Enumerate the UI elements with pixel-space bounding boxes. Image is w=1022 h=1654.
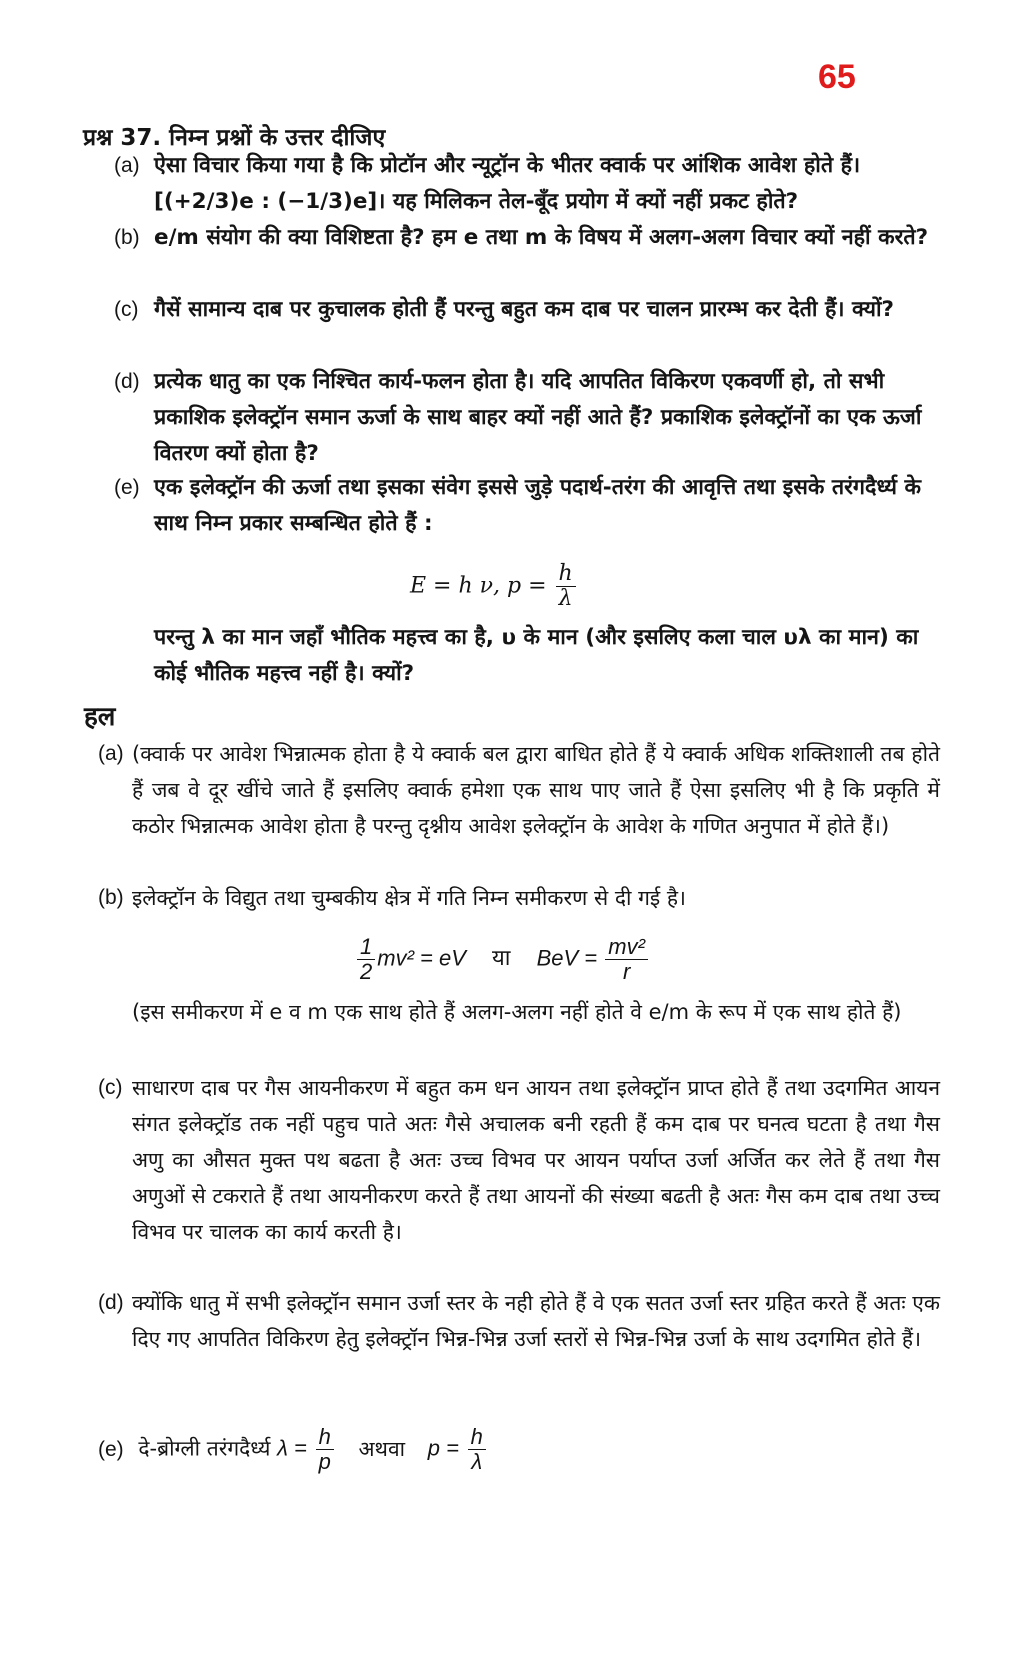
item-text: दे-ब्रोग्ली तरंगदैर्ध्य <box>138 1436 271 1461</box>
item-text: परन्तु λ का मान जहाँ भौतिक महत्त्व का है, υ के मान (और इसलिए कला चाल υλ का मान) का कोई भौतिक महत्त्व नहीं है। क्यों? <box>154 625 919 686</box>
item-text: इलेक्ट्रॉन के विद्युत तथा चुम्बकीय क्षेत्र में गति निम्न समीकरण से दी गई है। <box>132 886 687 910</box>
solution-item-c <box>98 1070 940 1250</box>
formula-lhs: λ = <box>277 1435 307 1461</box>
question-item-d <box>114 364 940 472</box>
question-item-e <box>114 470 940 542</box>
question-item-a <box>114 148 940 220</box>
motion-equation <box>355 935 650 984</box>
fraction-denominator: λ <box>558 586 573 611</box>
item-text: प्रत्येक धातु का एक निश्चित कार्य-फलन होता है। यदि आपतित विकिरण एकवर्णी हो, तो सभी प्रकाशिक इलेक्ट्रॉन समान ऊर्जा के साथ बाहर क्यों नहीं आते हैं? प्रकाशिक इलेक्ट्रॉनों का एक ऊर्जा वितरण क्यों होता है? <box>154 369 922 466</box>
or-word: या <box>492 946 511 972</box>
item-label: (d) <box>114 370 140 393</box>
item-label: (b) <box>114 226 140 249</box>
or-word: अथवा <box>358 1436 406 1461</box>
formula-lhs: p = <box>427 1435 459 1461</box>
page-number: 65 <box>818 58 856 96</box>
fraction-numerator: h <box>316 1425 334 1450</box>
energy-momentum-formula <box>410 562 578 611</box>
item-label: (a) <box>114 154 140 177</box>
fraction-numerator: h <box>468 1425 486 1450</box>
fraction-half <box>357 935 375 984</box>
item-text: क्योंकि धातु में सभी इलेक्ट्रॉन समान उर्जा स्तर के नही होते हैं वे एक सतत उर्जा स्तर ग्रहित करते हैं अतः एक दिए गए आपतित विकिरण हेतु इलेक्ट्रॉन भिन्न-भिन्न उर्जा स्तरों से भिन्न-भिन्न उर्जा के साथ उदगमित होते हैं। <box>132 1291 940 1351</box>
fraction-denominator: r <box>622 959 631 984</box>
fraction-numerator: h <box>556 562 576 587</box>
solution-item-b-note <box>98 994 940 1030</box>
solution-item-d <box>98 1285 940 1357</box>
fraction-denominator: 2 <box>360 959 373 984</box>
question-item-b <box>114 220 940 256</box>
fraction <box>556 562 576 611</box>
solution-item-e <box>98 1425 488 1474</box>
fraction-numerator: mv² <box>605 935 648 960</box>
question-item-c <box>114 292 940 328</box>
item-text: e/m संयोग की क्या विशिष्टता है? हम e तथा m के विषय में अलग-अलग विचार क्यों नहीं करते? <box>154 225 929 250</box>
item-text: एक इलेक्ट्रॉन की ऊर्जा तथा इसका संवेग इससे जुड़े पदार्थ-तरंग की आवृत्ति तथा इसके तरंगदैर्ध्य के साथ निम्न प्रकार सम्बन्धित होते हैं : <box>154 475 921 536</box>
fraction <box>468 1425 486 1474</box>
question-item-e-continuation <box>114 620 940 692</box>
formula-lhs: BeV = <box>536 945 598 971</box>
item-text: गैसें सामान्य दाब पर कुचालक होती हैं परन्तु बहुत कम दाब पर चालन प्रारम्भ कर देती हैं। क्यों? <box>154 297 895 322</box>
item-label: (c) <box>98 1076 123 1099</box>
fraction-denominator: p <box>318 1449 331 1474</box>
formula-rest: mv² = eV <box>377 945 466 971</box>
item-label: (a) <box>98 742 124 765</box>
fraction-numerator: 1 <box>357 935 375 960</box>
item-text: (इस समीकरण में e व m एक साथ होते हैं अलग-अलग नहीं होते वे e/m के रूप में एक साथ होते हैं) <box>132 1000 902 1024</box>
item-text: (क्वार्क पर आवेश भिन्नात्मक होता है ये क्वार्क बल द्वारा बाधित होते हैं ये क्वार्क अधिक शक्तिशाली तब होते हैं जब वे दूर खींचे जाते हैं इसलिए क्वार्क हमेशा एक साथ पाए जाते हैं ऐसा इसलिए भी है कि प्रकृति में कठोर भिन्नात्मक आवेश होता है परन्तु दृश्नीय आवेश इलेक्ट्रॉन के आवेश के गणित अनुपात में होते हैं।) <box>132 742 940 838</box>
fraction-denominator: λ <box>471 1449 483 1474</box>
item-label: (e) <box>114 476 140 499</box>
formula-lhs: E = h ν, p = <box>410 573 547 599</box>
item-label: (b) <box>98 886 124 909</box>
item-label: (c) <box>114 298 139 321</box>
item-text: ऐसा विचार किया गया है कि प्रोटॉन और न्यूट्रॉन के भीतर क्वार्क पर आंशिक आवेश होते हैं। [(+2/3)e : (−1/3)e]। यह मिलिकन तेल-बूँद प्रयोग में क्यों नहीं प्रकट होते? <box>154 153 861 214</box>
item-label: (e) <box>98 1437 124 1461</box>
solution-heading: हल <box>84 702 116 732</box>
fraction <box>316 1425 334 1474</box>
question-heading: प्रश्न 37. निम्न प्रश्नों के उत्तर दीजिए <box>83 125 386 151</box>
solution-item-b <box>98 880 940 916</box>
solution-item-a <box>98 736 940 844</box>
item-text: साधारण दाब पर गैस आयनीकरण में बहुत कम धन आयन तथा इलेक्ट्रॉन प्राप्त होते हैं तथा उदगमित आयन संगत इलेक्ट्रॉड तक नहीं पहुच पाते अतः गैसे अचालक बनी रहती हैं कम दाब पर घनत्व घटता है तथा गैस अणु का औसत मुक्त पथ बढता है अतः उच्च विभव पर आयन पर्याप्त उर्जा अर्जित कर लेते हैं तथा गैस अणुओं से टकराते हैं तथा आयनीकरण करते हैं तथा आयनों की संख्या बढती है अतः गैस कम दाब तथा उच्च विभव पर चालक का कार्य करती है। <box>132 1076 940 1244</box>
item-label: (d) <box>98 1291 124 1314</box>
fraction <box>605 935 648 984</box>
